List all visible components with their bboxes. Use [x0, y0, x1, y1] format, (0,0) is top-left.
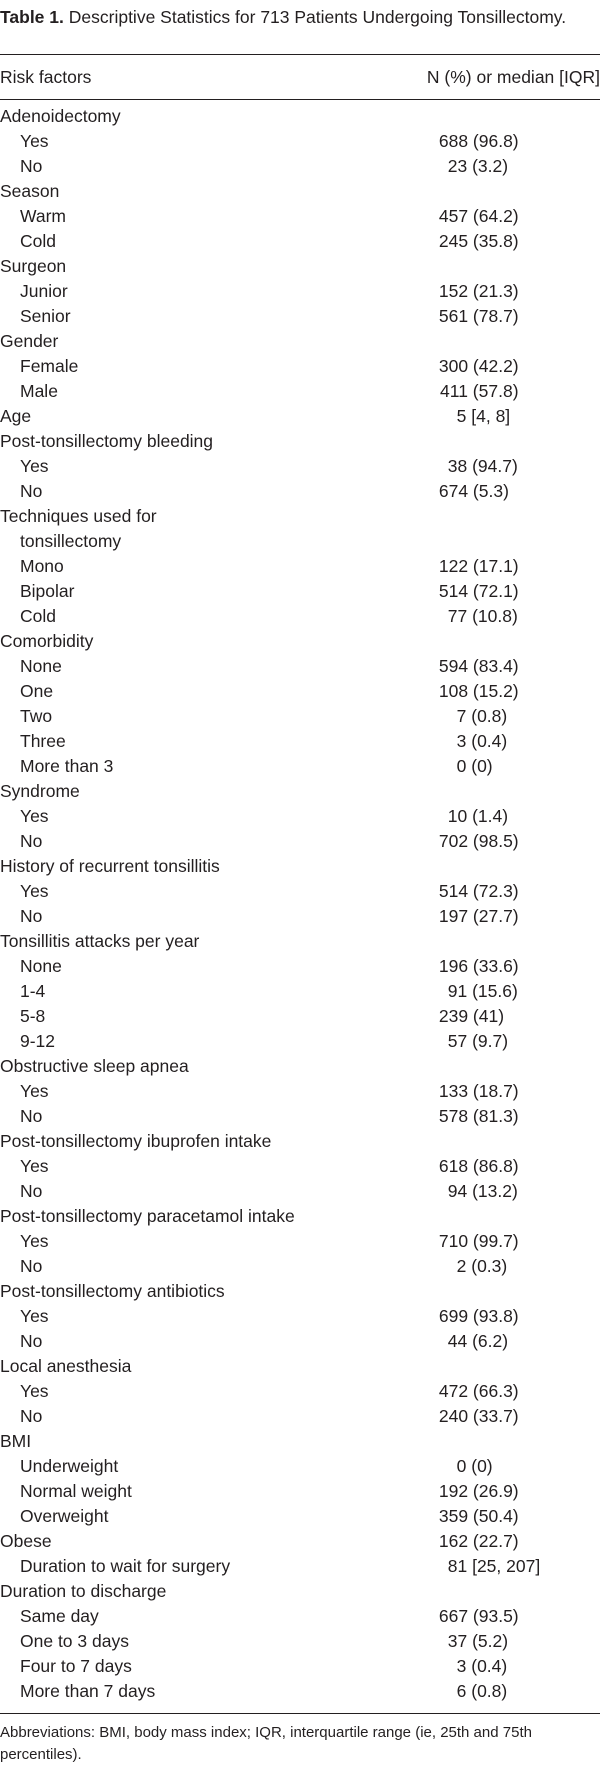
table-row — [0, 279, 600, 304]
table-row — [0, 454, 600, 479]
row-label: No — [20, 481, 43, 501]
table-body — [0, 104, 600, 1704]
row-label: Male — [20, 381, 58, 401]
row-value: 81 [25, 207] — [447, 1556, 541, 1576]
table-row — [0, 1554, 600, 1579]
table-row — [0, 979, 600, 1004]
row-value: 578 (81.3) — [438, 1106, 519, 1126]
row-label: Overweight — [20, 1506, 109, 1526]
table-row — [0, 604, 600, 629]
row-value: 0 (0) — [456, 756, 493, 776]
row-label: Junior — [20, 281, 68, 301]
row-label: Obstructive sleep apnea — [0, 1056, 189, 1076]
table-header-rule — [0, 99, 600, 100]
table-top-rule — [0, 54, 600, 55]
table-row — [0, 179, 600, 204]
table-row — [0, 1154, 600, 1179]
table-row — [0, 1254, 600, 1279]
table-row — [0, 754, 600, 779]
row-label: Two — [20, 706, 53, 726]
table-row — [0, 879, 600, 904]
row-value: 359 (50.4) — [438, 1506, 519, 1526]
table-row — [0, 1229, 600, 1254]
table-row — [0, 354, 600, 379]
table-row — [0, 504, 600, 529]
row-label: tonsillectomy — [20, 531, 122, 551]
row-label: Season — [0, 181, 60, 201]
table-row — [0, 379, 600, 404]
table-caption-text: Descriptive Statistics for 713 Patients Undergoing Tonsillectomy. — [68, 7, 567, 27]
row-label: Adenoidectomy — [0, 106, 121, 126]
table-bottom-rule — [0, 1713, 600, 1714]
table-row — [0, 1329, 600, 1354]
row-label: Post-tonsillectomy ibuprofen intake — [0, 1131, 272, 1151]
row-label: Surgeon — [0, 256, 67, 276]
row-label: Post-tonsillectomy bleeding — [0, 431, 214, 451]
table-row — [0, 1679, 600, 1704]
row-label: 5-8 — [20, 1006, 46, 1026]
row-label: More than 3 — [20, 756, 114, 776]
row-value: 240 (33.7) — [438, 1406, 519, 1426]
table-row — [0, 304, 600, 329]
row-label: Normal weight — [20, 1481, 132, 1501]
row-value: 133 (18.7) — [438, 1081, 519, 1101]
row-value: 514 (72.3) — [438, 881, 519, 901]
table-row — [0, 1179, 600, 1204]
table-row — [0, 829, 600, 854]
table-caption-label: Table 1. — [0, 7, 64, 27]
row-label: Techniques used for — [0, 506, 157, 526]
row-value: 667 (93.5) — [438, 1606, 519, 1626]
row-label: Yes — [20, 1156, 49, 1176]
table-row — [0, 404, 600, 429]
table-row — [0, 654, 600, 679]
row-label: None — [20, 956, 62, 976]
table-row — [0, 729, 600, 754]
row-label: Yes — [20, 456, 49, 476]
row-label: Duration to discharge — [0, 1581, 167, 1601]
row-label: Comorbidity — [0, 631, 94, 651]
row-label: No — [20, 831, 43, 851]
table-row — [0, 1429, 600, 1454]
table-row — [0, 1454, 600, 1479]
table-row — [0, 854, 600, 879]
table-row — [0, 1654, 600, 1679]
row-label: Tonsillitis attacks per year — [0, 931, 200, 951]
table-row — [0, 954, 600, 979]
table-row — [0, 254, 600, 279]
table-row — [0, 1304, 600, 1329]
row-value: 108 (15.2) — [438, 681, 519, 701]
row-value: 699 (93.8) — [438, 1306, 519, 1326]
row-value: 162 (22.7) — [438, 1531, 519, 1551]
row-label: Gender — [0, 331, 59, 351]
row-value: 300 (42.2) — [438, 356, 519, 376]
table-row — [0, 904, 600, 929]
row-value: 2 (0.3) — [456, 1256, 508, 1276]
row-label: No — [20, 1406, 43, 1426]
table-row — [0, 104, 600, 129]
table-row — [0, 1629, 600, 1654]
table-caption — [0, 6, 600, 29]
table-row — [0, 1054, 600, 1079]
table-row — [0, 929, 600, 954]
row-value: 594 (83.4) — [438, 656, 519, 676]
column-header-risk-factors: Risk factors — [0, 67, 92, 87]
table-row — [0, 329, 600, 354]
row-value: 561 (78.7) — [438, 306, 519, 326]
row-label: No — [20, 1256, 43, 1276]
table-row — [0, 629, 600, 654]
row-value: 411 (57.8) — [440, 381, 519, 401]
row-label: Local anesthesia — [0, 1356, 132, 1376]
row-value: 94 (13.2) — [447, 1181, 518, 1201]
row-value: 3 (0.4) — [456, 731, 508, 751]
row-label: Yes — [20, 881, 49, 901]
row-value: 197 (27.7) — [438, 906, 519, 926]
table-row — [0, 1529, 600, 1554]
row-value: 688 (96.8) — [438, 131, 519, 151]
table-row — [0, 1204, 600, 1229]
row-label: One to 3 days — [20, 1631, 129, 1651]
row-label: Yes — [20, 806, 49, 826]
row-label: History of recurrent tonsillitis — [0, 856, 220, 876]
table-row — [0, 1479, 600, 1504]
table-row — [0, 529, 600, 554]
row-value: 192 (26.9) — [438, 1481, 519, 1501]
row-value: 0 (0) — [456, 1456, 493, 1476]
row-label: No — [20, 1106, 43, 1126]
row-label: None — [20, 656, 62, 676]
row-value: 472 (66.3) — [438, 1381, 519, 1401]
row-value: 239 (41) — [438, 1006, 505, 1026]
row-value: 91 (15.6) — [447, 981, 518, 1001]
row-label: More than 7 days — [20, 1681, 156, 1701]
row-label: No — [20, 906, 43, 926]
table-row — [0, 154, 600, 179]
row-value: 37 (5.2) — [447, 1631, 509, 1651]
row-label: Three — [20, 731, 66, 751]
row-label: Duration to wait for surgery — [20, 1556, 231, 1576]
table-row — [0, 779, 600, 804]
table-row — [0, 1604, 600, 1629]
row-value: 245 (35.8) — [438, 231, 519, 251]
row-label: BMI — [0, 1431, 32, 1451]
row-label: One — [20, 681, 54, 701]
table-row — [0, 1354, 600, 1379]
row-label: Mono — [20, 556, 64, 576]
table-row — [0, 129, 600, 154]
row-value: 152 (21.3) — [438, 281, 519, 301]
row-label: Yes — [20, 1306, 49, 1326]
table-row — [0, 429, 600, 454]
row-label: No — [20, 1181, 43, 1201]
row-label: 9-12 — [20, 1031, 56, 1051]
table-row — [0, 1104, 600, 1129]
row-label: Cold — [20, 606, 56, 626]
row-label: Warm — [20, 206, 67, 226]
row-value: 3 (0.4) — [456, 1656, 508, 1676]
row-label: Yes — [20, 131, 49, 151]
row-label: Age — [0, 406, 32, 426]
row-value: 7 (0.8) — [456, 706, 508, 726]
table-row — [0, 679, 600, 704]
column-header-values: N (%) or median [IQR] — [426, 67, 600, 87]
row-label: Post-tonsillectomy paracetamol intake — [0, 1206, 295, 1226]
row-label: No — [20, 156, 43, 176]
table-row — [0, 204, 600, 229]
row-value: 674 (5.3) — [438, 481, 509, 501]
row-value: 23 (3.2) — [447, 156, 509, 176]
row-value: 10 (1.4) — [447, 806, 509, 826]
row-value: 702 (98.5) — [438, 831, 519, 851]
row-value: 57 (9.7) — [447, 1031, 509, 1051]
table-footnote: Abbreviations: BMI, body mass index; IQR, interquartile range (ie, 25th and 75th percentiles). — [0, 1724, 532, 1763]
row-value: 6 (0.8) — [456, 1681, 508, 1701]
table-row — [0, 479, 600, 504]
table-row — [0, 704, 600, 729]
row-label: Cold — [20, 231, 56, 251]
table-row — [0, 1504, 600, 1529]
row-label: Yes — [20, 1231, 49, 1251]
row-value: 196 (33.6) — [438, 956, 519, 976]
row-value: 457 (64.2) — [438, 206, 519, 226]
table-row — [0, 554, 600, 579]
row-label: Post-tonsillectomy antibiotics — [0, 1281, 225, 1301]
table-row — [0, 1279, 600, 1304]
row-value: 77 (10.8) — [447, 606, 518, 626]
table-row — [0, 1004, 600, 1029]
row-label: Obese — [0, 1531, 52, 1551]
table-row — [0, 1404, 600, 1429]
table-row — [0, 1579, 600, 1604]
row-label: Bipolar — [20, 581, 75, 601]
row-value: 618 (86.8) — [438, 1156, 519, 1176]
row-value: 514 (72.1) — [438, 581, 519, 601]
table-row — [0, 1379, 600, 1404]
row-value: 122 (17.1) — [438, 556, 519, 576]
row-value: 44 (6.2) — [447, 1331, 509, 1351]
table-row — [0, 1079, 600, 1104]
row-label: Senior — [20, 306, 71, 326]
row-label: Underweight — [20, 1456, 119, 1476]
row-label: No — [20, 1331, 43, 1351]
row-value: 38 (94.7) — [447, 456, 518, 476]
row-label: Yes — [20, 1081, 49, 1101]
row-label: Female — [20, 356, 79, 376]
row-value: 710 (99.7) — [438, 1231, 519, 1251]
row-label: Same day — [20, 1606, 99, 1626]
table-row — [0, 804, 600, 829]
row-label: Yes — [20, 1381, 49, 1401]
row-value: 5 [4, 8] — [456, 406, 511, 426]
table-row — [0, 579, 600, 604]
row-label: 1-4 — [20, 981, 46, 1001]
table-row — [0, 1029, 600, 1054]
table-row — [0, 1129, 600, 1154]
table-row — [0, 229, 600, 254]
row-label: Four to 7 days — [20, 1656, 132, 1676]
row-label: Syndrome — [0, 781, 80, 801]
